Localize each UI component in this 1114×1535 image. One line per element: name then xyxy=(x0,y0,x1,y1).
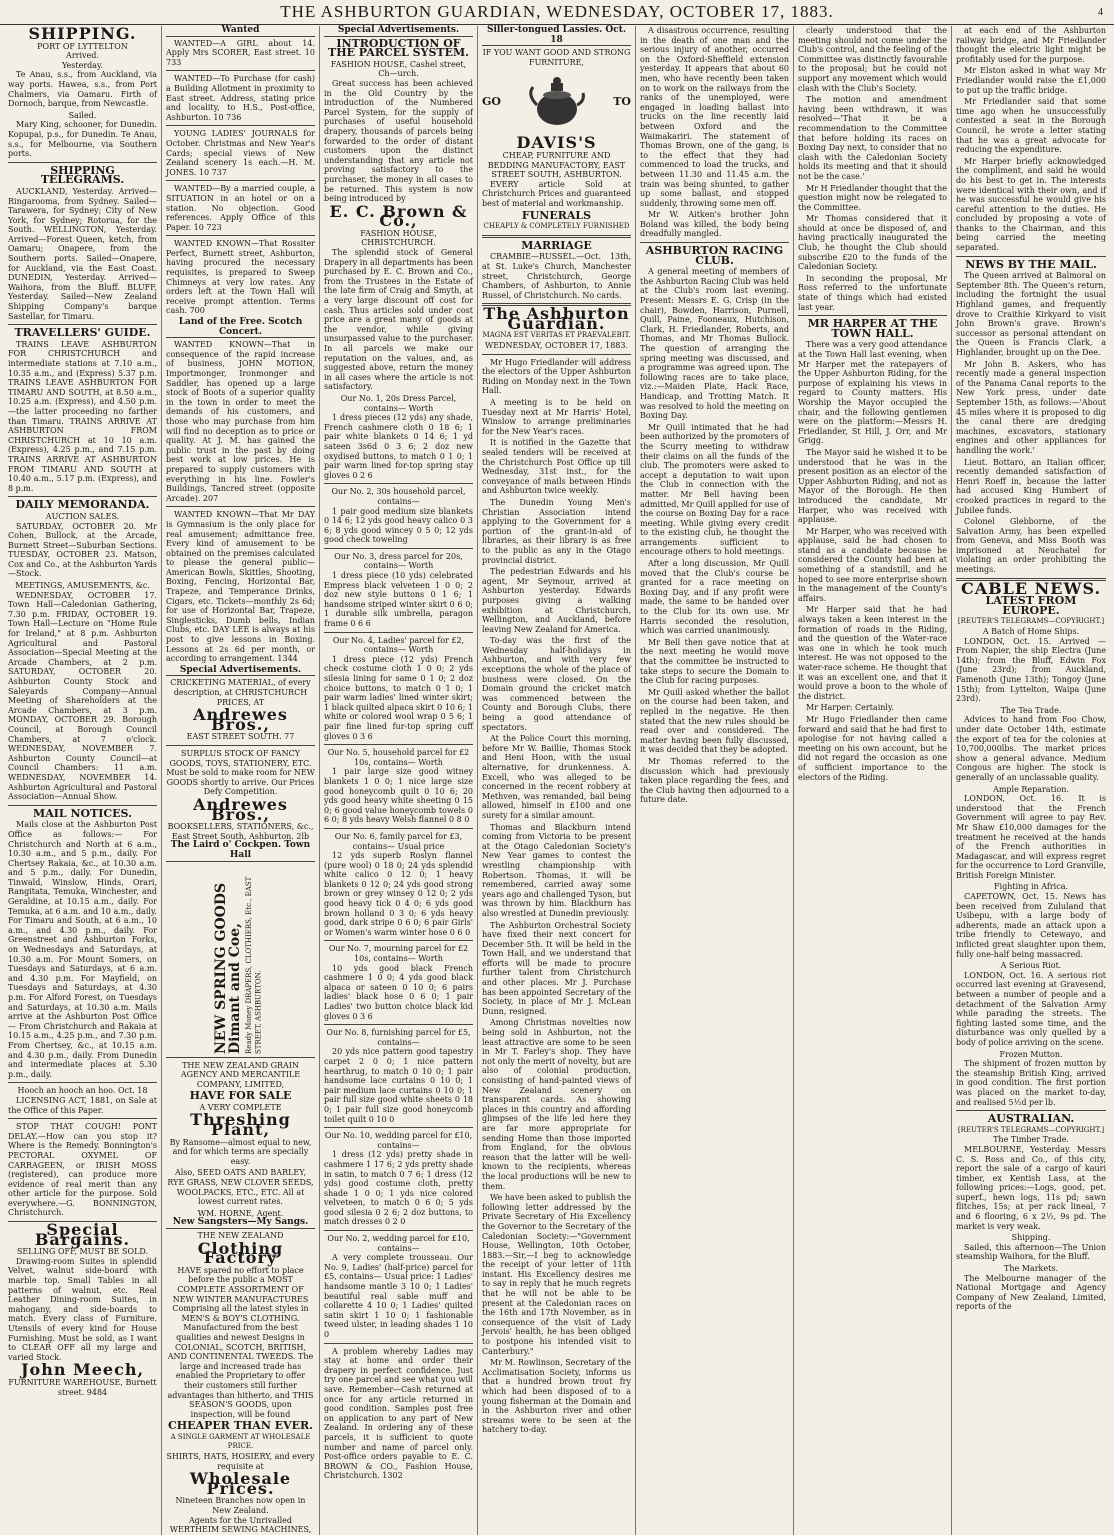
parcel-10-text: A very complete trousseau. Our No. 9, Ladies' (half-price) parcel for £5, contains— Usual price: 1 Ladies' handsome mantle 3 10 0; 1 Ladies' beautiful real sable muff and collarette 4 10 0; 1 Ladies' quilted satin skirt 1 10 0; 1 fashionable tweed ulster, in leading shades 1 10 0 xyxy=(324,1253,473,1339)
cable-item-4: CAPETOWN, Oct. 15. News has been received from Zululand that Usibepu, with a large body of adherents, made an attack upon a tribe friendly to Cetewayo, and inflicted great slaughter upon them, fully one-half being massacred. xyxy=(956,892,1106,959)
grain-agency: THE NEW ZEALAND GRAIN AGENCY AND MERCANTILE COMPANY, LIMITED, xyxy=(180,1060,301,1089)
club-para-4: Mr Thomas considered that it should at once be disposed of, and having practically inaugurated the Club, he thought the Club should subscribe £20 to the funds of the Caledonian Society. xyxy=(798,214,947,272)
bridge-para-2: Mr Elston asked in what way Mr Friedlander would raise the £1,000 to put up the traffic bridge. xyxy=(956,66,1106,95)
to-word: TO xyxy=(613,94,631,108)
accident-para-2: Mr W. Aitken's brother John Boland was killed, the body being dreadfully mangled. xyxy=(640,210,789,239)
club-para-1: clearly understood that the meeting should not come under the Club's control, and the feeling of the Committee was distinctly favourable to the proposal; but he could not support any movement which would clash with the Club's Society. xyxy=(798,26,947,93)
parcel-1-items: 1 dress pieces (12 yds) any shade, French cashmere cloth 0 18 6; 1 pair white blankets 0 14 6; 1 yd sateen 3s6d 0 3 6; 2 doz new oxydised buttons, to match 0 1 0; 1 pair warm lined for-top spring stay gloves 0 2 6 xyxy=(324,413,473,480)
port-heading: PORT OF LYTTELTON xyxy=(37,41,128,51)
andrewes-name: Andrewes Bros., xyxy=(193,705,288,734)
meetings-heading: MEETINGS, AMUSEMENTS, &c. xyxy=(15,581,150,591)
mail-news-1: The Queen arrived at Balmoral on September 8th. The Queen's return, including the fortnight the usual Highland games, and frequently drove to Craithie Kirkyard to visit John Brown's grave. Brown's successor as personal attendant on the Queen is Francis Clark, a Highlander, brought up on the Dee. xyxy=(956,271,1106,357)
wanted-ad-1: WANTED—A GIRL about 14. Apply Mrs SCORER, East street. 10 733 xyxy=(166,38,315,67)
paper-motto: MAGNA EST VERITAS ET PRAEVALEBIT. xyxy=(482,331,631,340)
cable-heading: CABLE NEWS. xyxy=(960,578,1102,598)
news-para-4: The Dunedin Young Men's Christian Association intend applying to the Government for a portion of the grant-in-aid of libraries, as their library is as free to the public as any in the Otago provincial district. xyxy=(482,497,631,565)
column-6 xyxy=(794,26,952,1535)
harper-para-3: Mr Harper, who was received with applause, said he had chosen to stand as a candidate because he considered the County had been at something of a standstill, and he hoped to see more enterprise shown in the management of the County's affairs. xyxy=(798,526,947,603)
arrived-heading: Arrived. xyxy=(66,51,99,61)
cable-item-2-heading: The Tea Trade. xyxy=(1000,705,1062,715)
clothing-text: HAVE spared no effort to place before the public a MOST COMPLETE ASSORTMENT OF NEW WINTER MANUFACTURES Comprising all the latest styles in MEN'S & BOY'S CLOTHING. Manufactured from the best qualities and newest Designs in COLONIAL, SCOTCH, BRITISH, AND CONTINENTAL TWEEDS. The large and increased trade has enabled the Proprietary to offer their customers still further advantages than hitherto, and THIS SEASON'S GOODS, upon inspection, will be found xyxy=(167,1265,314,1419)
vertical-advert xyxy=(166,864,315,1054)
cakes-heading: Land of the Free. Scotch Concert. xyxy=(166,318,315,338)
aus-item-3: The Melbourne manager of the National Mortgage and Agency Company of New Zealand, Limited, reports of the xyxy=(956,1273,1106,1312)
marriage-text: CRAMBIE—RUSSEL.—Oct. 13th, at St. Luke's Church, Manchester street, Christchurch, George Chambers, of Ashburton, to Annie Russel, of Christchurch. No cards. xyxy=(482,252,631,300)
australian-credit: [REUTER'S TELEGRAMS—COPYRIGHT.] xyxy=(957,1125,1105,1134)
davis-sub: CHEAP, FURNITURE AND BEDDING MANUFACTORY, EAST STREET SOUTH, ASHBURTON. xyxy=(487,150,626,180)
masthead xyxy=(0,0,1114,25)
agents-line: Agents for the Unrivalled WERTHEIM SEWING MACHINES, xyxy=(169,1515,312,1535)
special-heading: Special Advertisements. xyxy=(166,666,315,677)
mail-news-3: Lieut. Bottaro, an Italian officer, recently demanded satisfaction of Henri Roeff in, because the latter had accused King Humbert of crooked practices in regard to the Jubilee funds. xyxy=(956,457,1106,515)
cable-item-4-heading: Fighting in Africa. xyxy=(994,882,1068,892)
licence-notice: LICENSING ACT, 1881, on Sale at the Office of this Paper. xyxy=(8,1095,157,1115)
wanted-ad-2: WANTED—To Purchase (for cash) a Building Allotment in proximity to East street. Address, stating price and locality, to H.S., Post-office, Ashburton. 10 736 xyxy=(166,74,315,122)
news-para-12: Mr M. Rowlinson, Secretary of the Acclimatisation Society, informs us that a hundred brown trout fry which had been disposed of to a young fisherman at the Domain and in the Ashburton river and other streams were to be seen at the hatchery to-day. xyxy=(482,1358,631,1435)
parcel-7-items: 10 yds good black French cashmere 1 0 0; 4 yds good black alpaca or sateen 0 10 0; 6 pairs ladies' black hose 0 6 0; 1 pair Ladies' two button choice black kid gloves 0 3 6 xyxy=(324,963,473,1021)
auction-heading: AUCTION SALES. xyxy=(45,511,120,521)
page-number: 4 xyxy=(1098,6,1104,18)
branches-line: Nineteen Branches now open in New Zealand. xyxy=(175,1496,306,1516)
paper-title: The Ashburton Guardian. xyxy=(483,304,630,333)
problem-text: A problem whereby Ladies may stay at home and order their drapery in perfect confidence. Just try one parcel and see what you will save. Remember—Cash returned at once for any article returned in good condition. Samples post free on application to any part of New Zealand. In ordering any of these parcels, it is sufficient to quote number and name of parcel only. Post-office orders payable to E. C. BROWN & CO., Fashion House, Christchurch. 1302 xyxy=(324,1346,473,1481)
wanted-ad-4: WANTED—By a married couple, a SITUATION in an hotel or on a station. No objection. Good references. Apply Office of this Paper. 10 723 xyxy=(166,184,315,232)
cable-item-5: LONDON, Oct. 16. A serious riot occurred last evening at Gravesend, between a number of people and a detachment of the Salvation Army while parading the streets. The fighting lasted some time, and the disturbance was only quelled by a body of police arriving on the scene. xyxy=(956,970,1106,1047)
parcel-5-heading: Our No. 5, household parcel for £2 10s, contains— Worth xyxy=(327,748,470,767)
parcel-system-heading: INTRODUCTION OF THE PARCEL SYSTEM. xyxy=(328,36,469,60)
andrewes-address: EAST STREET SOUTH. 77 xyxy=(186,732,295,742)
cable-item-6: The shipment of frozen mutton by the steamship British King, arrived in good condition. The first portion was placed on the market to-day, and realised 5½d per lb. xyxy=(956,1059,1106,1107)
racing-para-4: Mr Bell then gave notice that at the next meeting he would move that the committee be instructed to take steps to secure the Domain to the Club for racing purposes. xyxy=(640,637,789,686)
shipping-heading: SHIPPING. xyxy=(28,24,137,43)
sailed-heading: Sailed. xyxy=(68,110,97,120)
club-para-5: In seconding the proposal, Mr Ross referred to the unfortunate state of things which had existed last year. xyxy=(798,273,947,312)
racing-para-2: Mr Quill intimated that he had been authorized by the promoters of the Scurry meeting to withdraw their claims on all the funds of the club. The promoters were asked to accept a deputation to wait upon the Club in connection with the matter. Mr Bell having been admitted, Mr Quill applied for use of the course on Boxing Day for a race meeting. While giving every credit to the existing club, he thought the arrangements sufficient to encourage others to hold meetings. xyxy=(640,422,789,557)
cable-item-1-heading: A Batch of Home Ships. xyxy=(982,627,1080,637)
parcel-3-items: 1 dress piece (10 yds) celebrated Empress black velveteen 1 0 0; 2 doz new style buttons 0 1 6; 1 handsome striped winter skirt 0 6 0; 1 durable silk umbrella, paragon frame 0 6 6 xyxy=(324,571,473,629)
news-para-11: We have been asked to publish the following letter addressed by the Private Secretary of His Excellency the Governor to the Secretary of the Caledonian Society:—"Government House, Wellington, 10th October, 1883.—Sir,—I beg to acknowledge the receipt of your letter of 11th instant. His Excellency desires me to say in reply that he much regrets that he will not be able to be present at the Caledonian races on the 16th and 17th November, as in consequence of the visit of Lady Jervois' health, he has been obliged to postpone his intended visit to Canterbury." xyxy=(482,1193,631,1356)
threshing-plant: Threshing Plant, xyxy=(190,1110,291,1140)
columns xyxy=(4,24,1110,1535)
parcel-2-items: 1 pair good medium size blankets 0 14 6; 12 yds good heavy calico 0 3 6; 8 yds good wincey 0 5 0; 12 yds good check toweling xyxy=(324,506,473,545)
if-you-want: IF YOU WANT GOOD AND STRONG FURNITURE, xyxy=(482,48,631,67)
vertical-drapers: Ready Money DRAPERS, CLOTHIERS, Etc., EAST STREET, ASHBURTON. xyxy=(244,876,263,1054)
parcel-9-heading: Our No. 10, wedding parcel for £10, contains— xyxy=(324,1131,473,1150)
news-mail-heading: NEWS BY THE MAIL. xyxy=(965,257,1097,271)
very-complete: A VERY COMPLETE xyxy=(199,1102,282,1112)
threshing-sub: By Ransome—almost equal to new, and for which terms are specially easy. xyxy=(169,1137,312,1166)
cable-item-3-heading: Ample Reparation. xyxy=(993,784,1069,794)
club-para-3: Mr H Friedlander thought that the question might now be relegated to the Committee. xyxy=(798,183,947,212)
parcel-system-sub: FASHION HOUSE, Cashel street, Ch—urch. xyxy=(330,59,467,79)
parcel-8-heading: Our No. 8, furnishing parcel for £5, contains— xyxy=(326,1028,471,1047)
arrived-text: Te Anau, s.s., from Auckland, via way ports. Hawea, s.s., from Port Chalmers, via Oamaru. Firth of Dornoch, barque, from Newcastle. xyxy=(8,70,157,109)
cheaper-than-ever: CHEAPER THAN EVER. xyxy=(168,1419,313,1433)
meech-sub: FURNITURE WAREHOUSE, Burnett street. 9484 xyxy=(8,1377,157,1397)
wanted-ad-7: WANTED KNOWN—That Mr DAY is Gymnasium is the only place for real amusement; admittance free. Every kind of amusement to be obtained on the premises calculated to please the general public—American Bowls, Skittles, Shooting, Boxing, Fencing, Horizontal Bar, Trapeze, and Temperance Drinks, Cigars, etc. Tickets—monthly 2s 6d; for use of Horizontal Bar, Trapeze, Singlesticks, Dumb bells, Indian Clubs, etc. DAY LEE is always at his post to give lessons in Boxing. Lessons at 2s 6d per month, or according to arrangement. 1344 xyxy=(166,510,315,664)
guide-heading: TRAVELLERS' GUIDE. xyxy=(14,326,151,340)
nz-clothing: THE NEW ZEALAND xyxy=(197,1231,284,1240)
telegrams-heading: SHIPPING TELEGRAMS. xyxy=(40,163,125,187)
parcel-9-items: 1 dress (12 yds) pretty shade in cashmere 1 17 6; 2 yds pretty shade in satin, to match 0 7 6; 1 dress (12 yds) good costume cloth, pretty shade 1 0 0; 1 yds nice colored velveteen, to match 0 6 0; 5 yds good silesia 0 2 6; 2 doz buttons, to match dresses 0 2 0 xyxy=(324,1150,473,1227)
harper-para-2: The Mayor said he wished it to be understood that he was in the present position as an elector of the Upper Ashburton Riding, and not as Mayor of the Borough. He then introduced the candidate, Mr Harper, who was received with applause. xyxy=(798,447,947,525)
racing-heading: ASHBURTON RACING CLUB. xyxy=(645,244,784,267)
special-heading-3: Special Advertisements. xyxy=(324,26,473,37)
have-for-sale: HAVE FOR SALE xyxy=(189,1089,292,1103)
parcel-6-heading: Our No. 6, family parcel for £3, contains— Usual price xyxy=(334,831,463,851)
news-para-3: It is notified in the Gazette that sealed tenders will be received at the Christchurch Post Office up till Wednesday, 31st inst., for the conveyance of mails between Hinds and Ashburton twice weekly. xyxy=(482,438,631,496)
harper-para-1: There was a very good attendance at the Town Hall last evening, when Mr Harper met the ratepayers of the Upper Ashburton Riding, for the purpose of explaining his views in regard to County matters. His Worship the Mayor occupied the chair, and the following gentlemen were on the platform:—Messrs H. Friedlander, St Hill, J. Orr, and Mr Grigg. xyxy=(798,340,947,446)
kettle-icon xyxy=(527,71,587,131)
mail-news-4: Colonel Glebborne, of the Salvation Army, has been expelled from Geneva, and Miss Booth was imprisoned at Neuchatel for violating an order prohibiting the meetings. xyxy=(956,517,1106,575)
bridge-para-3: Mr Friedlander said that some time ago when he unsuccessfully contested a seat in the Borough Council, he wrote a letter stating that he was a great advocate for reducing the expenditure. xyxy=(956,97,1106,155)
news-para-8: Thomas and Blackburn intend coming from Victoria to be present at the Otago Caledonian Society's New Year games to contest the wrestling championship with Robertson. Thomas, it will be remembered, carried away some years ago and challenged Tyson, but was thrown by him. Blackburn has also wrestled at Dunedin previously. xyxy=(482,822,631,918)
siller-heading: Siller-tongued Lassies. Oct. 18 xyxy=(482,26,631,46)
column-2 xyxy=(162,26,320,1535)
wanted-ad-3: YOUNG LADIES' JOURNALS for October. Christmas and New Year's Cards; special views of New Zealand scenery 1s each.—H. M. JONES. 10 737 xyxy=(166,129,315,177)
mail-text: Mails close at the Ashburton Post Office as follows:— For Christchurch and North at 6 a.m., 10.30 a.m., and 5 p.m., daily. For Chertsey Rakaia, &c., at 10.30 a.m. and 5 p.m., daily. For Dunedin, Tinwald, Winslow, Hinds, Orari, Rangitata, Temuka, Winchester, and Geraldine, at 10.15 a.m., daily. For Temuka, at 6 a.m. and 10 a.m., daily. For Timaru and South, at 6 a.m., 10 a.m., and 4.30 p.m., daily. For Greenstreet and Ashburton Forks, on Wednesdays and Saturdays, at 10.30 a.m. For Mount Somers, on Tuesdays and Saturdays, at 6 a.m. and 4.30 p.m. For Mayfield, on Tuesdays and Saturdays, at 4.30 p.m. For Alford Forest, on Tuesdays and Saturdays, at 10.30 a.m. Mails arrive at the Ashburton Post Office— From Christchurch and Rakaia at 10.15 a.m., 4.25 p.m., and 7.30 p.m. From Chertsey, &c., at 10.15 a.m. and 4.30 p.m., daily. From Dunedin and intermediate places at 5.30 p.m., daily. xyxy=(8,820,157,1079)
parcel-4-heading: Our No. 4, Ladies' parcel for £2, contains— Worth xyxy=(332,635,465,655)
news-para-7: At the Police Court this morning, before Mr W. Baillie, Thomas Stock and Heni Hoon, with the usual alternative, for drunkenness. A. Excell, who was alleged to be concerned in the recent robbery at Methven, was remanded, bail being allowed, himself in £100 and one surety for a similar amount. xyxy=(482,734,631,820)
news-para-6: To-day was the first of the Wednesday half-holidays in Ashburton, and with very few exceptions the whole of the place of business were closed. On the Domain ground the cricket match was commenced between the County and Borough Clubs, there being a good attendance of spectators. xyxy=(482,636,631,732)
single-garment: A SINGLE GARMENT AT WHOLESALE PRICE. xyxy=(170,1432,311,1451)
telegrams-text: AUCKLAND, Yesterday. Arrived—Ringarooma, from Sydney. Sailed—Tarawera, for Sydney; City of New York, for Sydney; Rotorua, for the South. WELLINGTON, Yesterday. Arrived—Forest Queen, ketch, from Oamaru; Onapere, from the Southern ports. Sailed—Onapere, for Auckland, via the East Coast. DUNEDIN, Yesterday. Arrived—Waihora, from the Bluff. BLUFF, Yesterday. Sailed—New Zealand Shipping Company's barque Sastellar, for Timaru. xyxy=(8,186,157,321)
cable-sub: LATEST FROM EUROPE. xyxy=(985,594,1077,617)
parcel-7-heading: Our No. 7, mourning parcel for £2 10s, contains— Worth xyxy=(328,944,469,964)
club-para-2: The motion and amendment having been withdrawn, it was resolved—'That it be a recommendation to the Committee that before holding its races on Boxing Day next, to consider that no clash with the Caledonian Society holds its meeting and that it should not be the case.' xyxy=(798,95,947,181)
bargains-sub: SELLING OFF, MUST BE SOLD. xyxy=(16,1247,149,1257)
bridge-para-4: Mr Harper briefly acknowledged the compliment, and said he would do his best to get in. The interests were identical with their own, and if he was successful he would give his careful attention to the duties. He concluded by proposing a vote of thanks to the Chairman, and this being carried the meeting separated. xyxy=(956,156,1106,253)
meech-name: John Meech, xyxy=(20,1360,145,1380)
funerals-sub: CHEAPLY & COMPLETELY FURNISHED xyxy=(483,222,630,231)
davis-text: EVERY article Sold at Christchurch Prices and guaranteed best of material and workmanship. xyxy=(482,179,631,208)
paper-date: WEDNESDAY, OCTOBER 17, 1883. xyxy=(484,341,629,351)
auction-text: SATURDAY, OCTOBER 20. Mr Cohen, Bullock, at the Arcade, Burnett Street—Suburban Sections. TUESDAY, OCTOBER 23. Matson, Cox and Co., at the Ashburton Yards—Stock. xyxy=(8,521,157,579)
cockpen-heading: The Laird o' Cockpen. Town Hall xyxy=(166,841,315,861)
parcel-5-items: 1 pair large size good witney blankets 1 0 0; 1 nice large size good honeycomb quilt 0 10 6; 20 yds good heavy white sheeting 0 15 0; 6 good value honeycomb towels 0 6 0; 8 yds heavy Welsh flannel 0 8 0 xyxy=(324,767,473,825)
guide-text: TRAINS LEAVE ASHBURTON FOR CHRISTCHURCH and intermediate stations at 7.10 a.m., 10.35 a.m., and (Express) 5.37 p.m. TRAINS LEAVE ASHBURTON FOR TIMARU AND SOUTH, at 8.50 a.m., 10.25 a.m. (Express), and 4.50 p.m.—the latter proceeding no farther than Timaru. TRAINS ARRIVE AT ASHBURTON FROM CHRISTCHURCH at 10 10 a.m. (Express), 4.25 p.m., and 7.15 p.m. TRAINS ARRIVE AT ASHBURTON FROM TIMARU AND SOUTH at 10.40 a.m., 5.17 p.m. (Express), and 8 p.m. xyxy=(8,339,157,493)
parcel-3-heading: Our No. 3, dress parcel for 20s, contains— Worth xyxy=(334,551,463,571)
cable-item-1: LONDON, Oct. 15. Arrived — From Napier, the ship Electra (June 14th); from the Bluff, Edwin Fox (June 23rd); from Auckland, Famenoth (June 13th); Tongoy (June 15th); from Lyttelton, Waipa (June 23rd). xyxy=(956,636,1106,704)
parcel-1-heading: Our No. 1, 20s Dress Parcel, contains— Worth xyxy=(340,393,457,413)
column-3 xyxy=(320,26,478,1535)
horne-agent: WM. HORNE, Agent. xyxy=(197,1208,284,1218)
andrewes-name-2: Andrewes Bros., xyxy=(193,794,288,824)
bargains-text: Drawing-room Suites in splendid Velvet, walnut side-board with marble top. Small Tables in all patterns of walnut, etc. Real Leather Dining-room Suites, in mahogany, and side-boards to match. Every class of Furniture. Utensils of every kind for House Furnishing. Must be sold, as I want to CLEAR OFF all my large and varied Stock. xyxy=(8,1256,157,1362)
cable-item-2: Advices to hand from Foo Chow, under date October 14th, estimate the export of tea for the colonies at 10,700,000lbs. The market prices show a general advance. Medium Congous are higher. The stock is generally of an unclassable quality. xyxy=(956,715,1106,782)
cable-credit: [REUTER'S TELEGRAMS—COPYRIGHT.] xyxy=(957,617,1105,626)
parcel-6-items: 12 yds superb Roslyn flannel (pure wool) 0 18 0; 24 yds splendid white calico 0 12 0; 1 heavy blankets 0 12 0; 24 yds good strong brown or grey winsey 0 12 0; 2 yds good heavy tick 0 4 0; 6 yds good brown holland 0 3 0; 6 yds heavy good, dark stripe 0 6 0; 6 pair Girls' or Women's warm winter hose 0 6 0 xyxy=(324,851,473,937)
meetings-text: WEDNESDAY, OCTOBER 17. Town Hall—Caledonian Gathering, 7.30 p.m. FRIDAY, OCTOBER 19. Town Hall—Lecture on "Home Rule for Ireland," at 8 p.m. Ashburton Agricultural and Pastoral Association—Special Meeting at the Arcade Chambers, at 2 p.m. SATURDAY, OCTOBER 20. Ashburton County Stock and Saleyards Company—Annual Meeting of Shareholders at the Arcade Chambers, at 3 p.m. MONDAY, OCTOBER 29. Borough Council, at Borough Council Chambers, at 7 o'clock. WEDNESDAY, NOVEMBER 7. Ashburton County Council—at Council Chambers: 11 a.m. WEDNESDAY, NOVEMBER 14. Ashburton Agricultural and Pastoral Association—Annual Show. xyxy=(8,590,157,802)
harper-heading: MR HARPER AT THE TOWN HALL. xyxy=(807,317,938,340)
marriage-heading: MARRIAGE xyxy=(521,238,592,252)
hooch-heading: Hooch an hooch an hoo. Oct. 18 xyxy=(17,1086,148,1096)
harper-para-6: Mr Hugo Friedlander then came forward and said that he had first to apologise for not having called a meeting on his own account, but he did not regard the occasion as one of sufficient importance to the electors of the Riding. xyxy=(798,714,947,782)
parcel-system-text: Great success has been achieved in the Old Country by the introduction of the Numbered Parcel System, for the supply of purchases of useful household drapery, thousands of parcels being forwarded to the order of distant customers upon the distinct understanding that any article not proving satisfactory to the purchaser, the money in all cases to be returned. This system is now being introduced by xyxy=(324,78,473,204)
bridge-para-1: at each end of the Ashburton railway bridge, and Mr Friedlander thought the electric light might be profitably used for the purpose. xyxy=(956,26,1106,64)
sangsters-heading: New Sangsters—My Sangs. xyxy=(166,1218,315,1229)
brown-text: The splendid stock of General Drapery in all departments has been purchased by E. C. Brown and Co., from the Trustees in the Estate of the late firm of Craig and Smyth, at a very large discount off cost for cash. Thus articles sold under cost price are a great many of goods at the vendor, while giving unsurpassed value to the purchaser. In all parcels we make our reputation on the values, and, as suggested above, return the money in all cases where the article is not satisfactory. xyxy=(324,248,473,392)
racing-para-3: After a long discussion, Mr Quill moved that the Club's course be granted for a race meeting on Boxing Day, and if any profit were made, the same to be handed over to the Club for its own use. Mr Harris seconded the resolution, which was carried unanimously. xyxy=(640,559,789,636)
wanted-heading: Wanted xyxy=(166,26,315,37)
go-word: GO xyxy=(482,94,501,108)
harper-para-5: Mr Harper: Certainly. xyxy=(806,703,894,713)
shirts-line: SHIRTS, HATS, HOSIERY, and every requisite at xyxy=(166,1452,315,1471)
aus-item-1: MELBOURNE, Yesterday. Messrs C. S. Ross and Co., of this city, report the sale of a cargo of kauri timber, ex Kentish Lass, at the following prices:—Logs, good, pet. superf., hewn logs, 11s pd; sawn flitches, 15s; at per rack lineal, 7 and 6 flooring, 6 x 2½, 9s pd. The market is very weak. xyxy=(956,1144,1106,1231)
sailed-text: Mary King, schooner, for Dunedin. Kopupai, p.s., for Dunedin. Te Anau, s.s., for Melbourne, via Southern ports. xyxy=(8,120,157,159)
cable-item-6-heading: Frozen Mutton. xyxy=(999,1049,1063,1059)
andrewes-sub-2: BOOKSELLERS, STATIONERS, &c., East Street South, Ashburton. 2lb xyxy=(167,822,314,841)
column-1 xyxy=(4,26,162,1535)
mail-heading: MAIL NOTICES. xyxy=(33,806,132,820)
wanted-ad-6: WANTED KNOWN—That in consequence of the rapid increase of business, JOHN MOTION, Importmonger, Ironmonger and Saddler, has opened up a large stock of Boots of a superior quality in the town in order to meet the demands of his customers, and those who may purchase from him will find no deception as to price or quality. At J. M. has gained the public trust in the past by doing best work at low prices. He is prepared to supply customers with everything in his line. Fowler's Buildings, Tancred street (opposite Arcade). 207 xyxy=(166,340,315,503)
aus-item-3-heading: The Markets. xyxy=(1004,1264,1058,1274)
clothing-factory: Clothing Factory xyxy=(197,1238,284,1268)
parcel-8-items: 20 yds nice pattern good tapestry carpet 2 0 0; 1 nice pattern hearthrug, to match 0 10 0; 1 pair handsome lace curtains 0 10 0; 1 pair medium lace curtains 0 10 0; 1 pair full size good white sheets 0 18 0; 1 pair full size good honeycomb toilet quilt 0 10 0 xyxy=(324,1047,473,1124)
brown-name: E. C. Brown & Co., xyxy=(329,201,468,231)
aus-item-1-heading: The Timber Trade. xyxy=(993,1135,1069,1145)
vertical-spring-goods: NEW SPRING GOODS xyxy=(213,882,230,1054)
news-para-2: A meeting is to be held on Tuesday next at Mr Harris' Hotel, Winslow to arrange preliminaries for the New Year's races. xyxy=(482,398,631,436)
cable-item-3: LONDON, Oct. 16. It is understood that the French Government will agree to pay Rev. Mr Shaw £10,000 damages for the treatment he received at the hands of the French authorities in Madagascar, and will express regret for the occurrence to Lord Granville, British Foreign Minister. xyxy=(956,794,1106,880)
seed-list: Also, SEED OATS AND BARLEY, RYE GRASS, NEW CLOVER SEEDS, WOOLPACKS, ETC., ETC. All at lowest current rates. xyxy=(167,1168,314,1207)
column-5 xyxy=(636,26,794,1535)
mail-news-2: Mr John B. Askers, who has recently made a general inspection of the Panama Canal reports to the New York press, under date September 15th, as follows:—'About 45 miles where it is proposed to dig the canal there are dredging machines, excavators, stationary engines and other appliances for handling the work.' xyxy=(956,359,1106,455)
surplus-advert: SURPLUS STOCK OF FANCY GOODS, TOYS, STATIONERY, ETC. Must be sold to make room for NEW GOODS shortly to arrive. Our Prices Defy Competition. xyxy=(166,748,315,797)
column-4 xyxy=(478,26,636,1535)
cricket-advert: CRICKETING MATERIAL, of every description, at CHRISTCHURCH PRICES, AT xyxy=(170,678,311,707)
arrived-day: Yesterday. xyxy=(61,60,104,70)
davis-name: DAVIS'S xyxy=(516,133,597,153)
parcel-4-items: 1 dress piece (12 yds) French check costume cloth 1 0 0; 2 yds silesia lining for same 0 1 0; 2 doz choice buttons, to match 0 1 0; 1 pair warm ladies' lined winter skirt; 1 black quilted alpaca skirt 0 10 6; 1 white or colored wool wrap 0 5 6; 1 pair fine lined fur-top spring cuff gloves 0 3 6 xyxy=(324,654,473,741)
vertical-dimant-coe: Dimant and Coe, xyxy=(226,922,243,1054)
funerals-heading: FUNERALS xyxy=(521,208,592,222)
racing-para-1: A general meeting of members of the Ashburton Racing Club was held at the Club's room last evening. Present: Messrs E. G. Crisp (in the chair), Bowden, Harrison, Purnell, Quill, Paine, Fooneaux, Hutchison, Clark, H. Friedlander, Roberts, and Thomas, and Mr Thomas Bullock. The question of arranging the spring meeting was discussed, and a programme was agreed upon. The following races are to take place, viz.:—Maiden Plate, Hack Race, Handicap, and Trotting Match. It was resolved to hold the meeting on Boxing Day. xyxy=(640,267,789,421)
wholesale-prices: Wholesale Prices. xyxy=(189,1469,292,1498)
brown-sub: FASHION HOUSE, CHRISTCHURCH. xyxy=(360,228,437,248)
australian-heading: AUSTRALIAN. xyxy=(987,1112,1075,1126)
aus-item-2-heading: Shipping. xyxy=(1011,1233,1051,1243)
racing-para-6: Mr Thomas referred to the discussion which had previously taken place regarding the fees, and the Club having then adjourned to a future date. xyxy=(640,756,789,805)
masthead-title: THE ASHBURTON GUARDIAN, WEDNESDAY, OCTOBER 17, 1883. xyxy=(280,2,834,21)
column-7 xyxy=(952,26,1110,1535)
cable-item-5-heading: A Serious Riot. xyxy=(1000,961,1062,971)
news-para-1: Mr Hugo Friedlander will address the electors of the Upper Ashburton Riding on Monday next in the Town Hall. xyxy=(482,357,631,396)
wanted-ad-5: WANTED KNOWN—That Rossiter Perfect, Burnett street, Ashburton, having procured the necessary requisites, is prepared to Sweep Chimneys at very low rates. Any orders left at the Town Hall will receive prompt attention. Terms cash. 700 xyxy=(166,239,315,316)
harper-para-4: Mr Harper said that he had always taken a keen interest in the formation of roads in the Riding, and the question of the Water-race was one in which he took much interest. He was not opposed to the water-race scheme. He thought that it was an excellent one, and that it would prove a boon to the whole of the district. xyxy=(798,605,947,701)
news-para-10: Among Christmas novelties now being sold in Ashburton, not the least attractive are some to be seen in Mr T. Farley's shop. They have not only the merit of novelty, but are also of colonial production, consisting of hand-painted views of New Zealand scenery on transparent cards. As showing places in this country and affording glimpses of the life led here they are far more appropriate for sending Home than those imported from England, for the obvious reason that the latter will be well-known to the recipients, whereas the local productions will be new to them. xyxy=(482,1018,631,1191)
memoranda-heading: DAILY MEMORANDA. xyxy=(15,498,150,512)
news-para-9: The Ashburton Orchestral Society have fixed their next concert for December 5th. It will be held in the Town Hall, and we understand that efforts will be made to procure further talent from Christchurch and other places. Mr J. Purchase has been appointed Secretary of the Society, in place of Mr J. McLean Dunn, resigned. xyxy=(482,920,631,1016)
racing-para-5: Mr Quill asked whether the ballot on the course had been taken, and replied in the negative. He then stated that the new rules should be read over and considered. The matter having been fully discussed, it was decided that they be adopted. xyxy=(640,687,789,755)
bargains-heading: Special Bargains. xyxy=(34,1220,131,1249)
parcel-2-heading: Our No. 2, 30s household parcel, contains— xyxy=(331,487,466,506)
aus-item-2: Sailed, this afternoon—The Union steamship Waihora, for the Bluff. xyxy=(956,1242,1106,1262)
cough-advert: STOP THAT COUGH! PONT DELAY.—How can you stop it? Where is the Remedy. Bonnington's PECTORAL OXYMEL OF CARRAGEEN, or IRISH MOSS (registered), can produce more evidence of real merit than any other article for the purpose. Sold everywhere.—G. BONNINGTON, Christchurch. xyxy=(8,1122,157,1218)
accident-para-1: A disastrous occurrence, resulting in the death of one man and the serious injury of another, occurred on the Oxford-Sheffield extension yesterday. It appears that about 60 men, who have recently been taken on to work on the railways from the ranks of the unemployed, were engaged in loading ballast into trucks on the line recently laid between Oxford and the Waimakariri. The statement of Thomas Brown, one of the gang, is to the effect that they had commenced to load the trucks, and between 11.30 and 11.45 a.m. the train was being shunted, to gather up some ballast, and stopped suddenly, throwing some men off. xyxy=(640,26,789,208)
parcel-10-heading: Our No. 2, wedding parcel for £10, contains— xyxy=(327,1234,470,1253)
news-para-5: The pedestrian Edwards and his agent, Mr Seymour, arrived at Ashburton yesterday. Edwards purposes giving a walking exhibition at Christchurch, Wellington, and Auckland, before leaving New Zealand for America. xyxy=(482,567,631,634)
